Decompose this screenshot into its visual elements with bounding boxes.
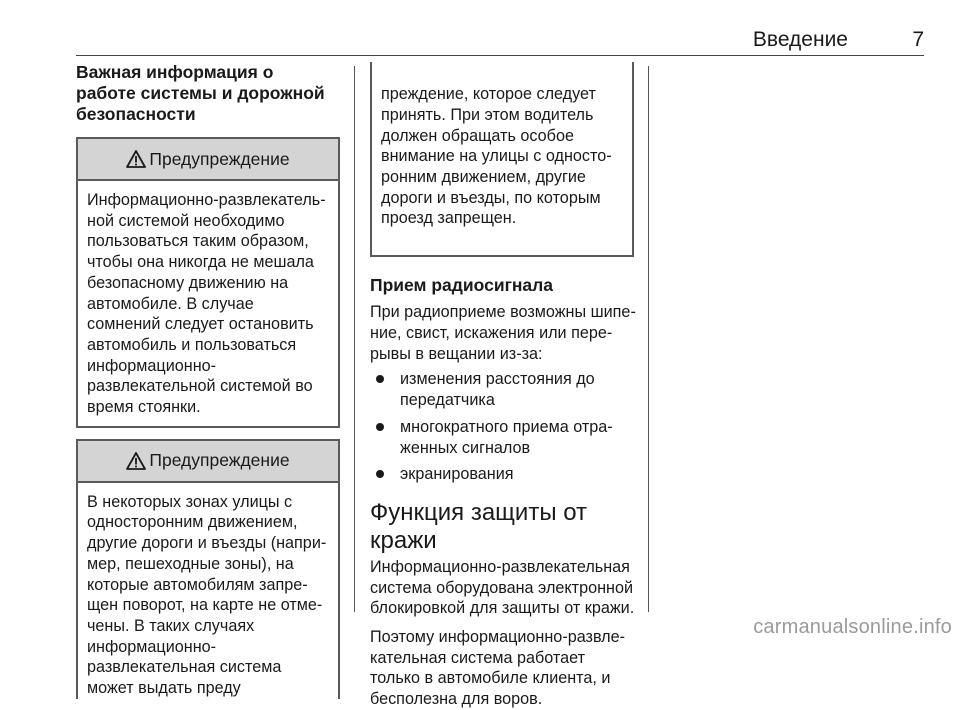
antitheft-paragraph-2: Поэтому информационно-развлекательная система работает только в автомобиле клиента, и бесполезна для воров.: [370, 628, 626, 709]
safety-heading: Важная информация о работе системы и дорожной безопасности: [76, 62, 325, 124]
warning-text: В некоторых зонах улицы с односторонним движением, другие дороги и въезды (например, пешеходные зоны), на которые автомобилям запрещен поворот, на карте не отмечены. В таких случаях информационно-развлекательная система может выдать преду: [87, 492, 327, 698]
list-item: изменения расстояния до передатчика: [370, 369, 636, 410]
page-header: [0, 0, 960, 52]
column-divider-1: [354, 66, 355, 612]
column-divider-2: [648, 66, 649, 612]
antitheft-heading: Функция защиты от кражи: [370, 498, 588, 554]
radio-bullet-list: [370, 369, 636, 485]
warning-triangle-icon: [126, 150, 146, 168]
warning-header: [78, 139, 338, 181]
warning-body: [78, 181, 338, 426]
warning-header: [78, 441, 338, 483]
column-2: [370, 62, 636, 710]
radio-heading: Прием радиосигнала: [370, 275, 554, 296]
warning-body: [78, 483, 338, 699]
watermark: carmanualsonline.info: [753, 616, 952, 638]
bullet-icon: [376, 375, 384, 383]
warning-box-2-continued: [370, 62, 634, 257]
warning-box-2: [76, 439, 340, 699]
bullet-icon: [376, 423, 384, 431]
warning-title: Предупреждение: [149, 450, 290, 471]
page-number: 7: [912, 28, 924, 51]
column-1: [76, 62, 342, 699]
warning-text: Информационно-развлекательной системой необходимо пользоваться таким образом, чтобы она никогда не мешала безопасному движению на автомобиле. В случае сомнений следует остановить автомобиль и пользоваться информационно-развлекательной системой во время стоянки.: [87, 191, 326, 417]
warning-box-1: [76, 137, 340, 428]
radio-intro: При радиоприеме возможны шипение, свист, искажения или перерывы в вещании из-за:: [370, 303, 636, 363]
header-divider: [76, 55, 924, 56]
antitheft-paragraph-1: Информационно-развлекательная система оборудована электронной блокировкой для защиты от кражи.: [370, 557, 635, 618]
warning-title: Предупреждение: [149, 148, 290, 169]
chapter-title: Введение: [752, 28, 848, 51]
list-item: экранирования: [370, 464, 636, 485]
warning-triangle-icon: [126, 452, 146, 470]
warning-text: преждение, которое следует принять. При этом водитель должен обращать особое внимание на улицы с односторонним движением, другие дороги и въезды, по которым проезд запрещен.: [381, 85, 612, 228]
bullet-icon: [376, 470, 384, 478]
list-item: многократного приема отраженных сигналов: [370, 417, 636, 458]
